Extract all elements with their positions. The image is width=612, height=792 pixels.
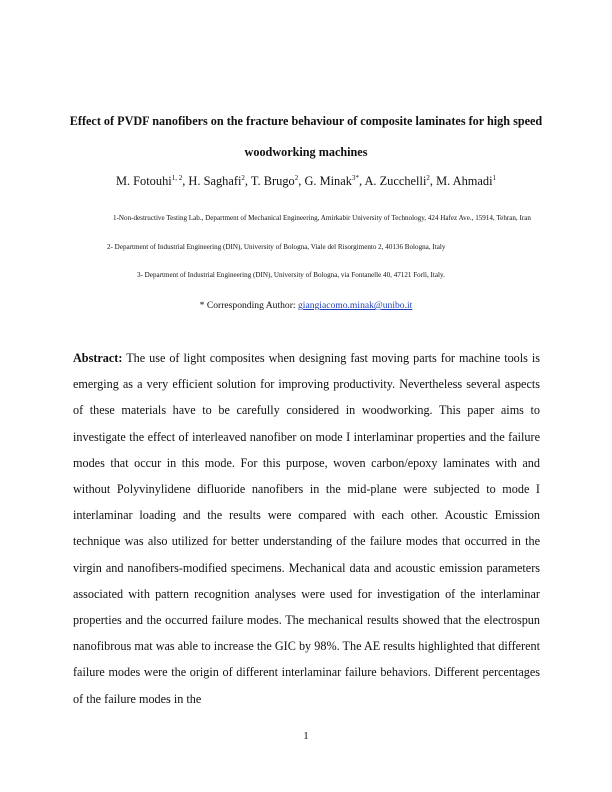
abstract-paragraph [73,345,540,712]
title-line-2: woodworking machines [244,145,368,159]
abstract-label: Abstract: [73,351,123,365]
author-affiliation-mark: 2 [426,173,430,182]
author-name: M. Ahmadi [436,174,493,188]
title-line-1: Effect of PVDF nanofibers on the fracture behaviour of composite laminates for high speed [69,114,543,128]
corresponding-label: * Corresponding Author: [199,300,296,311]
corresponding-email-link[interactable]: giangiacomo.minak@unibo.it [297,300,413,311]
author-affiliation-mark: 2 [294,173,299,182]
affiliation-2: 2- Department of Industrial Engineering (DIN), University of Bologna, Viale del Risorgimento 2, 40136 Bologna, Italy [107,243,446,251]
author-affiliation-mark: 2 [241,173,245,182]
author-name: G. Minak [304,174,352,188]
author-list: M. Fotouhi$^{1, 2}$, H. Saghafi$^2$, T. Brugo$^2$, G. Minak$^{3*}$, A. Zucchelli$^2$, M. Ahmadi$^1$ [115,173,497,188]
affiliation-3: 3- Department of Industrial Engineering (DIN), University of Bologna, via Fontanelle 40, 47121 Forlì, Italy. [137,271,445,279]
author-name: T. Brugo [250,174,295,188]
paper-title [60,106,552,168]
abstract-text: The use of light composites when designing fast moving parts for machine tools is emerging as a very efficient solution for improving productivity. Nevertheless several aspects of these materials have to be carefully considered in woodworking. This paper aims to investigate the effect of interleaved nanofiber on mode I interlaminar properties and the failure modes that occur in this mode. For this purpose, woven carbon/epoxy laminates with and without Polyvinylidene difluoride nanofibers in the mid-plane were subjected to mode I interlaminar loading and the results were compared with each other. Acoustic Emission technique was also utilized for better understanding of the failure modes that occurred in the virgin and nanofibers-modified specimens. Mechanical data and acoustic emission parameters associated with pattern recognition analyses were used for investigation of the interlaminar properties and the occurred failure modes. The mechanical results showed that the electrospun nanofibrous mat was able to increase the GIC by 98%. The AE results highlighted that different failure modes were the origin of different interlaminar failure behaviors. Different percentages of the failure modes in the [73,351,540,706]
corresponding-author [0,300,612,311]
author-affiliation-mark: 3* [351,173,359,182]
affiliation-1: 1-Non-destructive Testing Lab., Department of Mechanical Engineering, Amirkabir University of Technology, 424 Hafez Ave., 15914, Tehran, Iran [113,214,531,222]
author-name: A. Zucchelli [364,174,427,188]
page-number: 1 [303,730,309,742]
author-name: H. Saghafi [188,174,242,188]
author-affiliation-mark: 1 [492,173,497,182]
author-affiliation-mark: 1, 2 [171,173,183,182]
author-name: M. Fotouhi [115,174,172,188]
